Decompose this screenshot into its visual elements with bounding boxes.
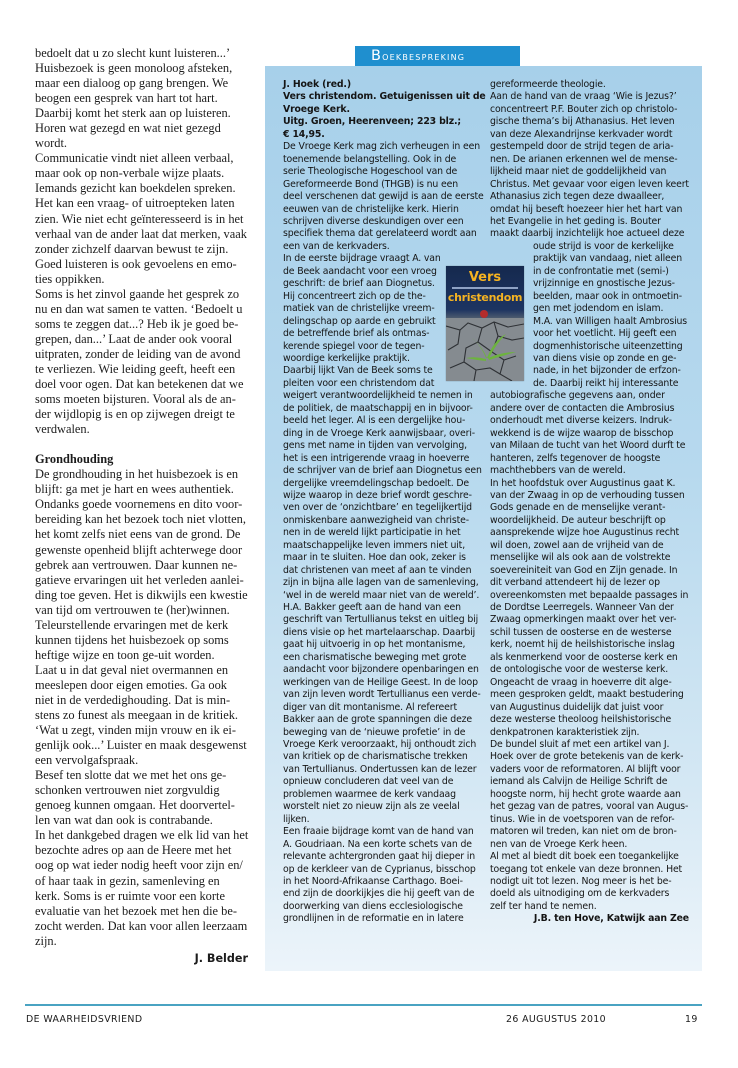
text-line: vrijzinnige en gnostische Jezus- xyxy=(533,278,675,290)
text-line: doeld als uitnodiging om de kerkvaders xyxy=(490,888,670,900)
text-line: ‘wel in de wereld maar niet van de wereld’. xyxy=(283,589,480,601)
text-line: maakt daarbij inzichtelijk hoe actueel deze xyxy=(490,228,685,240)
text-line: onderhoudt met diverse keizers. Indruk- xyxy=(490,415,672,427)
text-line: in het Noord-Afrikaanse Carthago. Boei- xyxy=(283,876,463,887)
reviewer-signature: J.B. ten Hove, Katwijk aan Zee xyxy=(533,913,689,925)
paragraph-gap xyxy=(35,437,250,452)
text-line: wil doen, zowel aan de vrijheid van de xyxy=(490,539,664,551)
text-line: opnieuw concluderen dat veel van de xyxy=(283,776,454,788)
text-line: werkingen van de Heilige Geest. In de loop xyxy=(283,676,478,688)
text-line: lijkheid maar niet de goddelijkheid van xyxy=(490,166,667,178)
text-line: soevereiniteit van God en Zijn genade. In xyxy=(490,564,678,576)
text-line: Laat u in dat geval niet overmannen en xyxy=(35,662,229,677)
text-line: dergelijke vreemdelingschap bedoelt. De xyxy=(283,477,470,489)
text-line: grondlijnen in de reformatie en in latere xyxy=(283,913,464,925)
text-line: In de eerste bijdrage vraagt A. van xyxy=(283,253,441,265)
text-line: deze westerse theoloog heilshistorische xyxy=(490,714,672,726)
text-line: worstelt niet zo nieuw zijn als ze veelal xyxy=(283,801,460,813)
text-line: heftige wijze en toon ge-uit worden. xyxy=(35,647,215,662)
text-line: kerk, noemt hij de heilshistorische inslag xyxy=(490,639,675,651)
text-line: nade, in het bijzonder de erfzon- xyxy=(533,365,681,377)
text-line: Daarbij komt het sterk aan op luisteren. xyxy=(35,106,231,121)
text-line: Horen wat gezegd en wat niet gezegd xyxy=(35,121,221,136)
text-line: concentreert P.F. Bouter zich op christolo- xyxy=(490,103,678,115)
subheading: Grondhouding xyxy=(35,452,114,467)
text-line: kerende spiegel voor de tegen- xyxy=(283,340,425,352)
text-line: grepen, dan...’ Laat de ander ook vooral xyxy=(35,331,233,346)
text-line: aansprekende wijze hoe Augustinus recht xyxy=(490,527,680,539)
text-line: matiek van de christelijke vreem- xyxy=(283,303,435,315)
text-line: eeuwen van de christelijke kerk. Hierin xyxy=(283,203,459,215)
text-line: De bundel sluit af met een artikel van J. xyxy=(490,739,670,751)
text-line: lijken. xyxy=(283,813,310,825)
text-line: ‘Wat u zegt, vinden mijn vrouw en ik ei- xyxy=(35,723,236,738)
text-line: stens zo funest als meegaan in de kritiek. xyxy=(35,708,239,723)
review-text-col2-bottom xyxy=(490,390,695,913)
text-line: zocht werden. Dat kan voor allen leerzaam xyxy=(35,918,248,933)
text-line: van Augustinus duidelijk dat juist voor xyxy=(490,701,664,713)
book-bibliographic-header xyxy=(283,79,486,141)
book-cover-title-1: Vers xyxy=(468,270,502,285)
text-line: het is een intrigerende vraag in hoeverre xyxy=(283,452,470,464)
text-line: als kenmerkend voor de oosterse kerk en xyxy=(490,651,678,663)
text-line: hanteren, zelfs tegenover de hoogste xyxy=(490,452,661,464)
text-line: van tijd om vertrouwen te (her)winnen. xyxy=(35,602,230,617)
text-line: toegang tot enkele van deze bronnen. Het xyxy=(490,863,683,875)
text-line: wordt. xyxy=(35,136,68,151)
text-line: gereformeerde theologie. xyxy=(490,79,606,90)
publication-name: DE WAARHEIDSVRIEND xyxy=(26,1014,143,1025)
text-line: geschrift van Tertullianus tekst en uitleg bij xyxy=(283,614,479,626)
text-line: relevante achtergronden gaat hij dieper in xyxy=(283,851,476,863)
text-line: menselijke wil als ook aan de volstrekte xyxy=(490,552,671,564)
book-header-line: € 14,95. xyxy=(283,128,325,140)
text-line: Soms is het zinvol gaande het gesprek zo xyxy=(35,286,240,301)
text-line: onmiskenbare aanwezigheid van christe- xyxy=(283,514,469,526)
text-line: De Vroege Kerk mag zich verheugen in een xyxy=(283,141,480,153)
text-line: nodigt uit tot lezen. Nog meer is het be- xyxy=(490,876,672,887)
author-signature: J. Belder xyxy=(194,951,248,965)
text-line: matoren wil treden, kan niet om de bron- xyxy=(490,826,677,838)
text-line: gatieve ervaringen uit het verleden aanlei- xyxy=(35,572,244,587)
text-line: van zijn leven wordt Tertullianus een verde- xyxy=(283,689,481,701)
text-line: oog op wat ieder nodig heeft voor zijn en/ xyxy=(35,858,243,873)
text-line: tinus. Wie in de voetsporen van de refor- xyxy=(490,813,675,825)
publisher-logo-icon xyxy=(480,310,488,318)
text-line: een vervolgafspraak. xyxy=(35,753,139,768)
text-line: wijze waarop in deze brief wordt geschre- xyxy=(283,489,472,501)
text-line: Christus. Met gevaar voor eigen leven keert xyxy=(490,178,689,190)
text-line: gestempeld door de strijd tegen de aria- xyxy=(490,141,674,153)
text-line: een van de kerkvaders. xyxy=(283,240,390,252)
text-line: van kritiek op de charismatische trekken xyxy=(283,751,468,763)
text-line: Athanasius zich tegen deze dwaalleer, xyxy=(490,191,665,203)
book-header-line: Vers christendom. Getuigenissen uit de xyxy=(283,91,486,103)
text-line: Bakker aan de grote spanningen die deze xyxy=(283,714,473,726)
text-line: gebrek aan vertrouwen. Daar kunnen ne- xyxy=(35,557,238,572)
text-line: In het dankgebed dragen we elk lid van het xyxy=(35,828,249,843)
text-line: andere over de contacten die Ambrosius xyxy=(490,402,675,414)
text-line: of haar taak in gezin, samenleving en xyxy=(35,873,220,888)
text-line: van Tertullianus. Ondertussen kan de lezer xyxy=(283,763,477,775)
text-line: denkpatronen karakteristiek zijn. xyxy=(490,726,640,738)
text-line: Een fraaie bijdrage komt van de hand van xyxy=(283,826,474,838)
text-line: voor het voetlicht. Hij geeft een xyxy=(533,328,677,340)
text-line: dogmenhistorische uiteenzetting xyxy=(533,340,683,352)
text-line: niet in de verdedighouding. Dat is min- xyxy=(35,692,231,707)
text-line: Al met al biedt dit boek een toegankelijke xyxy=(490,851,679,863)
text-line: diger van dit montanisme. Al refereert xyxy=(283,701,457,713)
text-line: Daarbij lijkt Van de Beek soms te xyxy=(283,365,433,377)
text-line: van der Zwaag in op de verhouding tussen xyxy=(490,489,685,501)
review-column-1 xyxy=(283,79,486,926)
text-line: gen met jodendom en islam. xyxy=(533,303,664,315)
text-line: bezochte adres op aan de Heere met het xyxy=(35,843,232,858)
text-line: een charismatische beweging met grote xyxy=(283,651,467,663)
article-text-block-1 xyxy=(35,46,250,437)
text-line: ding in de Vroege Kerk aanwijsbaar, overi- xyxy=(283,427,476,439)
text-line: de schrijver van de brief aan Diognetus een xyxy=(283,465,482,477)
text-line: meeslepen door eigen emoties. Ga ook xyxy=(35,677,227,692)
text-line: het komt zelfs niet eens van de grond. De xyxy=(35,527,241,542)
text-line: de Beek aandacht voor een vroeg xyxy=(283,265,437,277)
text-line: praktijk van vandaag, niet alleen xyxy=(533,253,683,265)
text-line: der wijdlopig is en op zijwegen dreigt te xyxy=(35,407,235,422)
text-line: genlijk ook...’ Luister en maak desgewenst xyxy=(35,738,247,753)
text-line: zonder zichzelf daarvan bewust te zijn. xyxy=(35,241,229,256)
article-text-block-2 xyxy=(35,467,250,949)
text-line: machthebbers van de wereld. xyxy=(490,465,626,477)
text-line: het Evangelie in het geding is. Bouter xyxy=(490,215,661,227)
page-number: 19 xyxy=(685,1014,698,1025)
text-line: zelf ter hand te nemen. xyxy=(490,900,597,912)
footer-divider xyxy=(25,1004,702,1006)
text-line: hoogste norm, hij hecht grote waarde aan xyxy=(490,788,681,800)
text-line: oude strijd is voor de kerkelijke xyxy=(533,240,674,252)
text-line: H.A. Bakker geeft aan de hand van een xyxy=(283,602,461,614)
text-line: Hij concentreert zich op de the- xyxy=(283,290,426,302)
article-column xyxy=(35,46,250,966)
text-line: de Dordtse Leerregels. Wanneer Van der xyxy=(490,602,674,614)
text-line: van Milaan de tucht van het Woord durft te xyxy=(490,440,686,452)
text-line: A. Goudriaan. Na een korte schets van de xyxy=(283,838,472,850)
text-line: maar in te sluiten. Hoe dan ook, zeker is xyxy=(283,552,466,564)
text-line: delingschap op aarde en gebruikt xyxy=(283,315,436,327)
book-cover-image xyxy=(446,266,524,381)
text-line: zijn. xyxy=(35,933,57,948)
text-line: Vroege Kerk veroorzaakt, hij onthoudt zich xyxy=(283,739,477,751)
text-line: dat christenen van meet af aan te vinden xyxy=(283,564,472,576)
text-line: Huisbezoek is geen monoloog afsteken, xyxy=(35,61,233,76)
text-line: Hoek over de grote betekenis van de kerk- xyxy=(490,751,684,763)
text-line: Iemands gezicht kan boekdelen spreken. xyxy=(35,181,236,196)
text-line: beogen een gesprek van hart tot hart. xyxy=(35,91,218,106)
text-line: nu en dan wat samen te vatten. ‘Bedoelt u xyxy=(35,301,243,316)
section-label-rest: oekbespreking xyxy=(382,49,466,63)
text-line: end zijn de doorkijkjes die hij geeft van de xyxy=(283,888,475,900)
text-line: maatschappelijke leven immers niet uit, xyxy=(283,539,466,551)
text-line: soms moeten bijsturen. Vooral als de an- xyxy=(35,392,236,407)
text-line: uitpraten, zonder de leiding van de avond xyxy=(35,346,241,361)
text-line: omdat hij beseft hoezeer hier het hart van xyxy=(490,203,683,215)
text-line: serie Theologische Hogeschool van de xyxy=(283,166,458,178)
text-line: diens visie op het martelaarschap. Daarbij xyxy=(283,626,476,638)
text-line: ties oppikken. xyxy=(35,271,105,286)
text-line: in de confrontatie met (semi-) xyxy=(533,265,669,277)
text-line: de politiek, de maatschappij en in bijvoor- xyxy=(283,402,473,414)
text-line: Communicatie vindt niet alleen verbaal, xyxy=(35,151,234,166)
book-header-line: Vroege Kerk. xyxy=(283,103,350,115)
text-line: Aan de hand van de vraag ‘Wie is Jezus?’ xyxy=(490,91,677,103)
text-line: M.A. van Willigen haalt Ambrosius xyxy=(533,315,688,327)
text-line: genoeg kunnen omgaan. Het doorvertel- xyxy=(35,798,235,813)
text-line: nen. De arianen erkennen wel de mense- xyxy=(490,153,678,165)
text-line: de betreffende brief als ontmas- xyxy=(283,328,430,340)
text-line: schonken vertrouwen niet zorgvuldig xyxy=(35,783,220,798)
text-line: toenemende belangstelling. Ook in de xyxy=(283,153,457,165)
text-line: doorwerking van diens ecclesiologische xyxy=(283,900,463,912)
text-line: beeld het leger. Al is een dergelijke hou- xyxy=(283,415,466,427)
text-line: van deze Alexandrijnse kerkvader wordt xyxy=(490,128,673,140)
text-line: autobiografische gegevens aan, onder xyxy=(490,390,665,402)
text-line: Zwaag opmerkingen maakt over het ver- xyxy=(490,614,677,626)
text-line: problemen waarmee de kerk vandaag xyxy=(283,788,456,800)
text-line: de. Daarbij reikt hij interessante xyxy=(533,377,679,389)
text-line: Besef ten slotte dat we met het ons ge- xyxy=(35,768,227,783)
text-line: maar een dialoog op gang brengen. We xyxy=(35,76,229,91)
text-line: soms te zeggen dat...? Heb ik je goed be- xyxy=(35,316,239,331)
text-line: dit verband attendeert hij de lezer op xyxy=(490,577,660,589)
text-line: Ongeacht de vraag in hoeverre dit alge- xyxy=(490,676,672,688)
text-line: iemand als Calvijn de Heilige Schrift de xyxy=(490,776,668,788)
text-line: bedoelt dat u zo slecht kunt luisteren...’ xyxy=(35,46,231,60)
review-text-col1 xyxy=(283,141,483,926)
text-line: gens met name in tijden van vervolging, xyxy=(283,440,467,452)
text-line: blijft: ga met je hart en wees authentiek. xyxy=(35,482,234,497)
text-line: gaat hij uitvoerig in op het montanisme, xyxy=(283,639,466,651)
text-line: gewenste openheid blijft achterwege door xyxy=(35,542,243,557)
text-line: ding toe geven. Het is dikwijls een kwestie xyxy=(35,587,248,602)
review-column-2 xyxy=(490,79,695,926)
text-line: geschrift: de brief aan Diognetus. xyxy=(283,278,435,290)
book-cover-title-2: christendom xyxy=(447,291,523,304)
text-line: nen van de Vroege Kerk heen. xyxy=(490,838,628,850)
text-line: het gezag van de patres, vooral van Augus- xyxy=(490,801,689,813)
text-line: doel voor ogen. Dat kan betekenen dat we xyxy=(35,377,244,392)
text-line: specifiek thema dat gerelateerd wordt aan xyxy=(283,228,477,240)
text-line: deel verschenen dat gewijd is aan de eerste xyxy=(283,191,484,203)
text-line: schil tussen de oosterse en de westerse xyxy=(490,626,672,638)
text-line: te verliezen. Wie leiding geeft, heeft een xyxy=(35,361,236,376)
text-line: overeenkomsten met bepaalde passages in xyxy=(490,589,689,601)
text-line: zien. Wie niet echt geïnteresseerd is in het xyxy=(35,211,244,226)
text-line: de ontologische voor de westerse kerk. xyxy=(490,664,669,676)
text-line: wekkend is de wijze waarop de bisschop xyxy=(490,427,674,439)
text-line: Teleurstellende ervaringen met de kerk xyxy=(35,617,229,632)
text-line: gische thema’s bij Athanasius. Het leven xyxy=(490,116,675,128)
text-line: len van wat dan ook is contrabande. xyxy=(35,813,213,828)
text-line: kunnen tijdens het huisbezoek op soms xyxy=(35,632,229,647)
text-line: aandacht voor bijzondere openbaringen en xyxy=(283,664,479,676)
text-line: ven over de ‘onzichtbare’ en tegelijkertijd xyxy=(283,502,472,514)
text-line: Ondanks goede voornemens en dito voor- xyxy=(35,497,243,512)
text-line: De grondhouding in het huisbezoek is en xyxy=(35,467,239,482)
text-line: pleiten voor een christendom dat xyxy=(283,377,435,389)
book-cover-subtitle-bar xyxy=(452,287,518,289)
text-line: beweging van de ‘nieuwe profetie’ in de xyxy=(283,726,466,738)
text-line: weigert verantwoordelijkheid te nemen in xyxy=(283,390,473,402)
book-header-line: Uitg. Groen, Heerenveen; 223 blz.; xyxy=(283,116,462,128)
text-line: Het kan een vraag- of uitroepteken laten xyxy=(35,196,235,211)
text-line: beelden, maar ook in ontmoetin- xyxy=(533,290,683,302)
text-line: verhaal van de ander laat dat merken, vaak xyxy=(35,226,247,241)
text-line: schrijven diverse deskundigen over een xyxy=(283,215,464,227)
text-line: bereiding kan het bezoek toch niet vlotten, xyxy=(35,512,246,527)
text-line: op de kerkleer van de Cyprianus, bisschop xyxy=(283,863,476,875)
section-label-initial: B xyxy=(371,48,383,64)
text-line: Goed luisteren is ook gevoelens en emo- xyxy=(35,256,237,271)
text-line: evaluatie van het bezoek met hen die be- xyxy=(35,903,237,918)
cracked-earth-plant-illustration xyxy=(446,318,524,381)
text-line: Gods genade en de menselijke verant- xyxy=(490,502,666,514)
text-line: meen gesproken geldt, maakt bestudering xyxy=(490,689,684,701)
section-label-tab xyxy=(355,46,520,66)
text-line: verdwalen. xyxy=(35,422,90,437)
text-line: Gereformeerde Bond (THGB) is nu een xyxy=(283,178,458,190)
text-line: woordelijkheid. De auteur beschrijft op xyxy=(490,514,666,526)
text-line: maar ook op non-verbale wijze plaats. xyxy=(35,166,225,181)
text-line: kerk. Soms is er ruimte voor een korte xyxy=(35,888,225,903)
text-line: vaders voor de reformatoren. Al blijft voor xyxy=(490,763,681,775)
review-text-col2-top xyxy=(490,79,695,241)
text-line: van diens visie op zonde en ge- xyxy=(533,352,677,364)
issue-date: 26 AUGUSTUS 2010 xyxy=(506,1014,607,1025)
text-line: In het hoofdstuk over Augustinus gaat K. xyxy=(490,477,676,489)
text-line: zijn in bijna alle lagen van de samenleving, xyxy=(283,577,479,589)
text-line: nen in de wereld lijkt participatie in het xyxy=(283,527,461,539)
book-header-line: J. Hoek (red.) xyxy=(283,79,351,90)
text-line: woordige kerkelijke praktijk. xyxy=(283,352,410,364)
